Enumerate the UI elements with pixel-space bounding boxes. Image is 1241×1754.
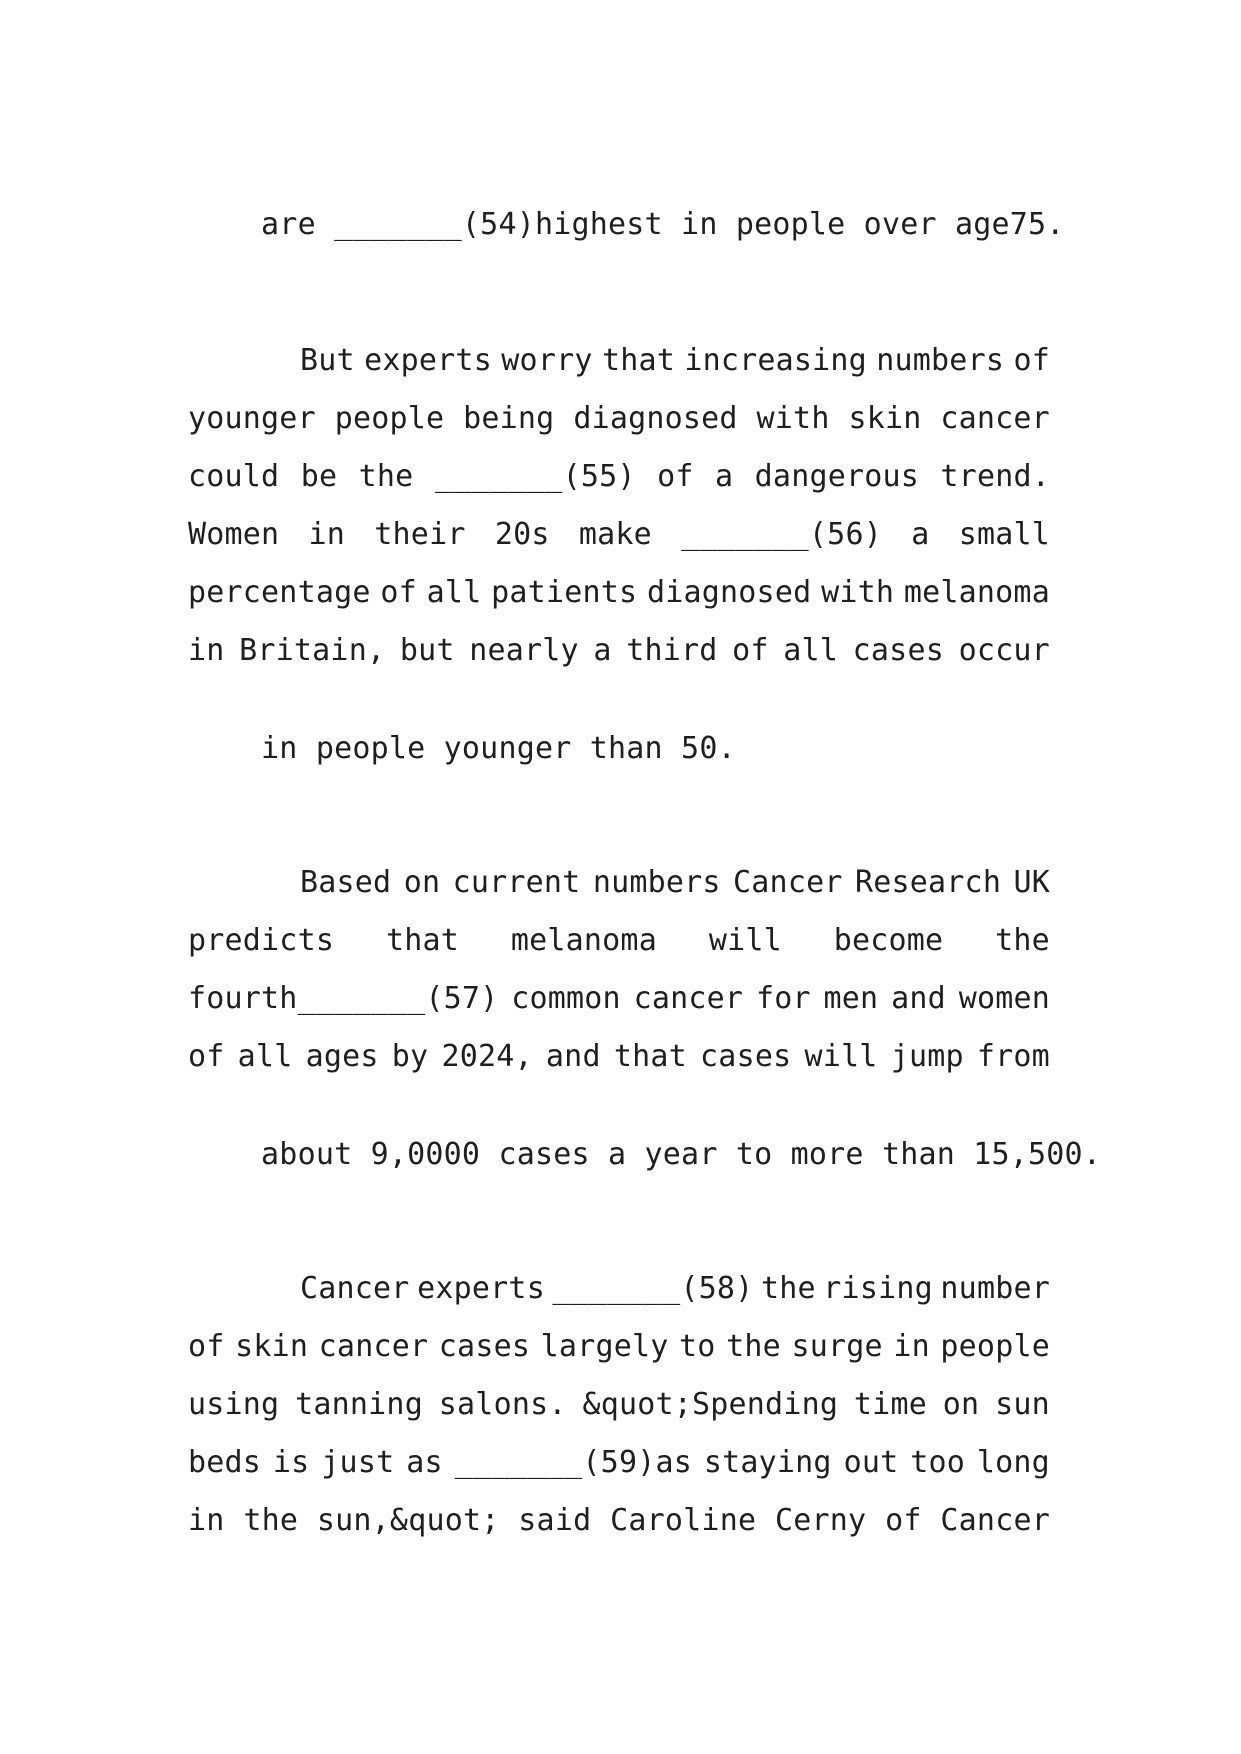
text-line xyxy=(188,457,1050,497)
text-line xyxy=(188,515,1050,555)
text-line xyxy=(188,1037,1050,1077)
word: women xyxy=(958,981,1050,1016)
word: a xyxy=(715,459,734,494)
word: with xyxy=(821,575,895,610)
word: in xyxy=(308,517,346,552)
word: in xyxy=(893,1329,930,1364)
word: that xyxy=(385,923,459,958)
word: younger xyxy=(188,401,316,436)
word: and xyxy=(545,1039,601,1074)
word: of xyxy=(188,1039,225,1074)
word: on xyxy=(942,1387,980,1422)
word: 2024, xyxy=(441,1039,533,1074)
word: and xyxy=(891,981,946,1016)
word: cancer xyxy=(318,1329,429,1364)
word: melanoma xyxy=(510,923,657,958)
word: skin xyxy=(848,401,922,436)
word: Based xyxy=(300,865,392,900)
word: beds xyxy=(188,1445,262,1480)
word: of xyxy=(380,575,417,610)
word: worry xyxy=(501,343,593,378)
word: make xyxy=(578,517,652,552)
word: Cancer xyxy=(300,1271,410,1306)
word: said xyxy=(518,1503,592,1538)
word: with xyxy=(756,401,830,436)
word: dangerous xyxy=(754,459,920,494)
word: of xyxy=(885,1503,922,1538)
word: from xyxy=(976,1039,1050,1074)
word: numbers xyxy=(592,865,721,900)
word: could xyxy=(188,459,280,494)
word: salons. xyxy=(438,1387,567,1422)
word: experts xyxy=(364,343,492,378)
word: diagnosed xyxy=(573,401,738,436)
word: third xyxy=(626,633,718,668)
text-line xyxy=(188,1095,1102,1172)
word: become xyxy=(833,923,944,958)
word: their xyxy=(374,517,466,552)
text-line xyxy=(188,1385,1050,1425)
word: that xyxy=(613,1039,687,1074)
text-line xyxy=(188,1443,1050,1483)
line-text: about 9,0000 cases a year to more than 15,500. xyxy=(261,1137,1102,1172)
word: the xyxy=(358,459,414,494)
word: Britain, xyxy=(239,633,386,668)
word: to xyxy=(679,1329,716,1364)
word: the xyxy=(760,1271,816,1306)
word: experts xyxy=(417,1271,545,1306)
text-line xyxy=(188,573,1050,613)
word: be xyxy=(300,459,338,494)
word: a xyxy=(593,633,612,668)
word: largely xyxy=(540,1329,669,1364)
word: diagnosed xyxy=(646,575,812,610)
word: of xyxy=(732,633,769,668)
word: rising xyxy=(823,1271,933,1306)
word: time xyxy=(853,1387,927,1422)
text-line xyxy=(188,689,1050,766)
word: cases xyxy=(852,633,944,668)
word: &quot;Spending xyxy=(582,1387,839,1422)
text-line xyxy=(188,631,1050,671)
blank-59: _______(59)as xyxy=(454,1445,692,1480)
word: in xyxy=(188,1503,225,1538)
word: ages xyxy=(305,1039,379,1074)
word: that xyxy=(601,343,675,378)
word: using xyxy=(188,1387,280,1422)
paragraph-first-line xyxy=(300,1269,1050,1309)
word: cancer xyxy=(633,981,744,1016)
paragraph-first-line xyxy=(300,863,1050,903)
word: men xyxy=(823,981,879,1016)
blank-56: _______(56) xyxy=(681,517,882,552)
word: in xyxy=(188,633,225,668)
word: patients xyxy=(491,575,638,610)
word: too xyxy=(910,1445,966,1480)
word: number xyxy=(940,1271,1050,1306)
word: all xyxy=(237,1039,293,1074)
word: common xyxy=(511,981,621,1016)
word: of xyxy=(657,459,694,494)
word: sun,&quot; xyxy=(316,1503,500,1538)
word: surge xyxy=(791,1329,883,1364)
text-line xyxy=(188,1501,1050,1541)
word: staying xyxy=(703,1445,832,1480)
word: 20s xyxy=(494,517,550,552)
word: tanning xyxy=(295,1387,423,1422)
word: the xyxy=(726,1329,781,1364)
line-text: in people younger than 50. xyxy=(261,731,736,766)
blank-58: _______(58) xyxy=(552,1271,754,1306)
word: Research xyxy=(854,865,1002,900)
word: cases xyxy=(700,1039,792,1074)
word: of xyxy=(1013,343,1050,378)
word: cases xyxy=(438,1329,531,1364)
word: nearly xyxy=(469,633,579,668)
blank-57: fourth_______(57) xyxy=(188,981,499,1016)
word: trend. xyxy=(940,459,1050,494)
word: all xyxy=(426,575,482,610)
word: sun xyxy=(995,1387,1050,1422)
word: numbers xyxy=(876,343,1005,378)
word: cancer xyxy=(940,401,1050,436)
word: current xyxy=(452,865,581,900)
word: by xyxy=(391,1039,429,1074)
word: the xyxy=(243,1503,299,1538)
word: small xyxy=(958,517,1050,552)
word: out xyxy=(843,1445,899,1480)
word: increasing xyxy=(684,343,867,378)
word: for xyxy=(755,981,811,1016)
word: people xyxy=(940,1329,1050,1364)
word: being xyxy=(463,401,555,436)
line-text: are _______(54)highest in people over age75. xyxy=(261,207,1065,242)
word: the xyxy=(995,923,1050,958)
text-line xyxy=(188,1327,1050,1367)
word: as xyxy=(406,1445,443,1480)
word: UK xyxy=(1013,865,1050,900)
word: long xyxy=(976,1445,1050,1480)
word: people xyxy=(334,401,445,436)
word: melanoma xyxy=(903,575,1050,610)
word: Cerny xyxy=(775,1503,867,1538)
word: on xyxy=(403,865,441,900)
word: but xyxy=(399,633,455,668)
word: Caroline xyxy=(610,1503,757,1538)
word: a xyxy=(911,517,930,552)
text-line xyxy=(188,399,1050,439)
word: percentage xyxy=(188,575,371,610)
text-line xyxy=(188,921,1050,961)
word: Cancer xyxy=(733,865,843,900)
text-line xyxy=(188,165,1065,242)
word: will xyxy=(804,1039,878,1074)
word: skin xyxy=(235,1329,309,1364)
text-line xyxy=(188,979,1050,1019)
word: But xyxy=(300,343,355,378)
word: occur xyxy=(958,633,1050,668)
word: will xyxy=(708,923,782,958)
blank-55: _______(55) xyxy=(434,459,636,494)
word: predicts xyxy=(188,923,335,958)
word: just xyxy=(321,1445,395,1480)
word: Women xyxy=(188,517,280,552)
word: Cancer xyxy=(940,1503,1050,1538)
word: of xyxy=(188,1329,225,1364)
word: all xyxy=(783,633,839,668)
word: jump xyxy=(890,1039,964,1074)
word: is xyxy=(272,1445,310,1480)
paragraph-first-line xyxy=(300,341,1050,381)
